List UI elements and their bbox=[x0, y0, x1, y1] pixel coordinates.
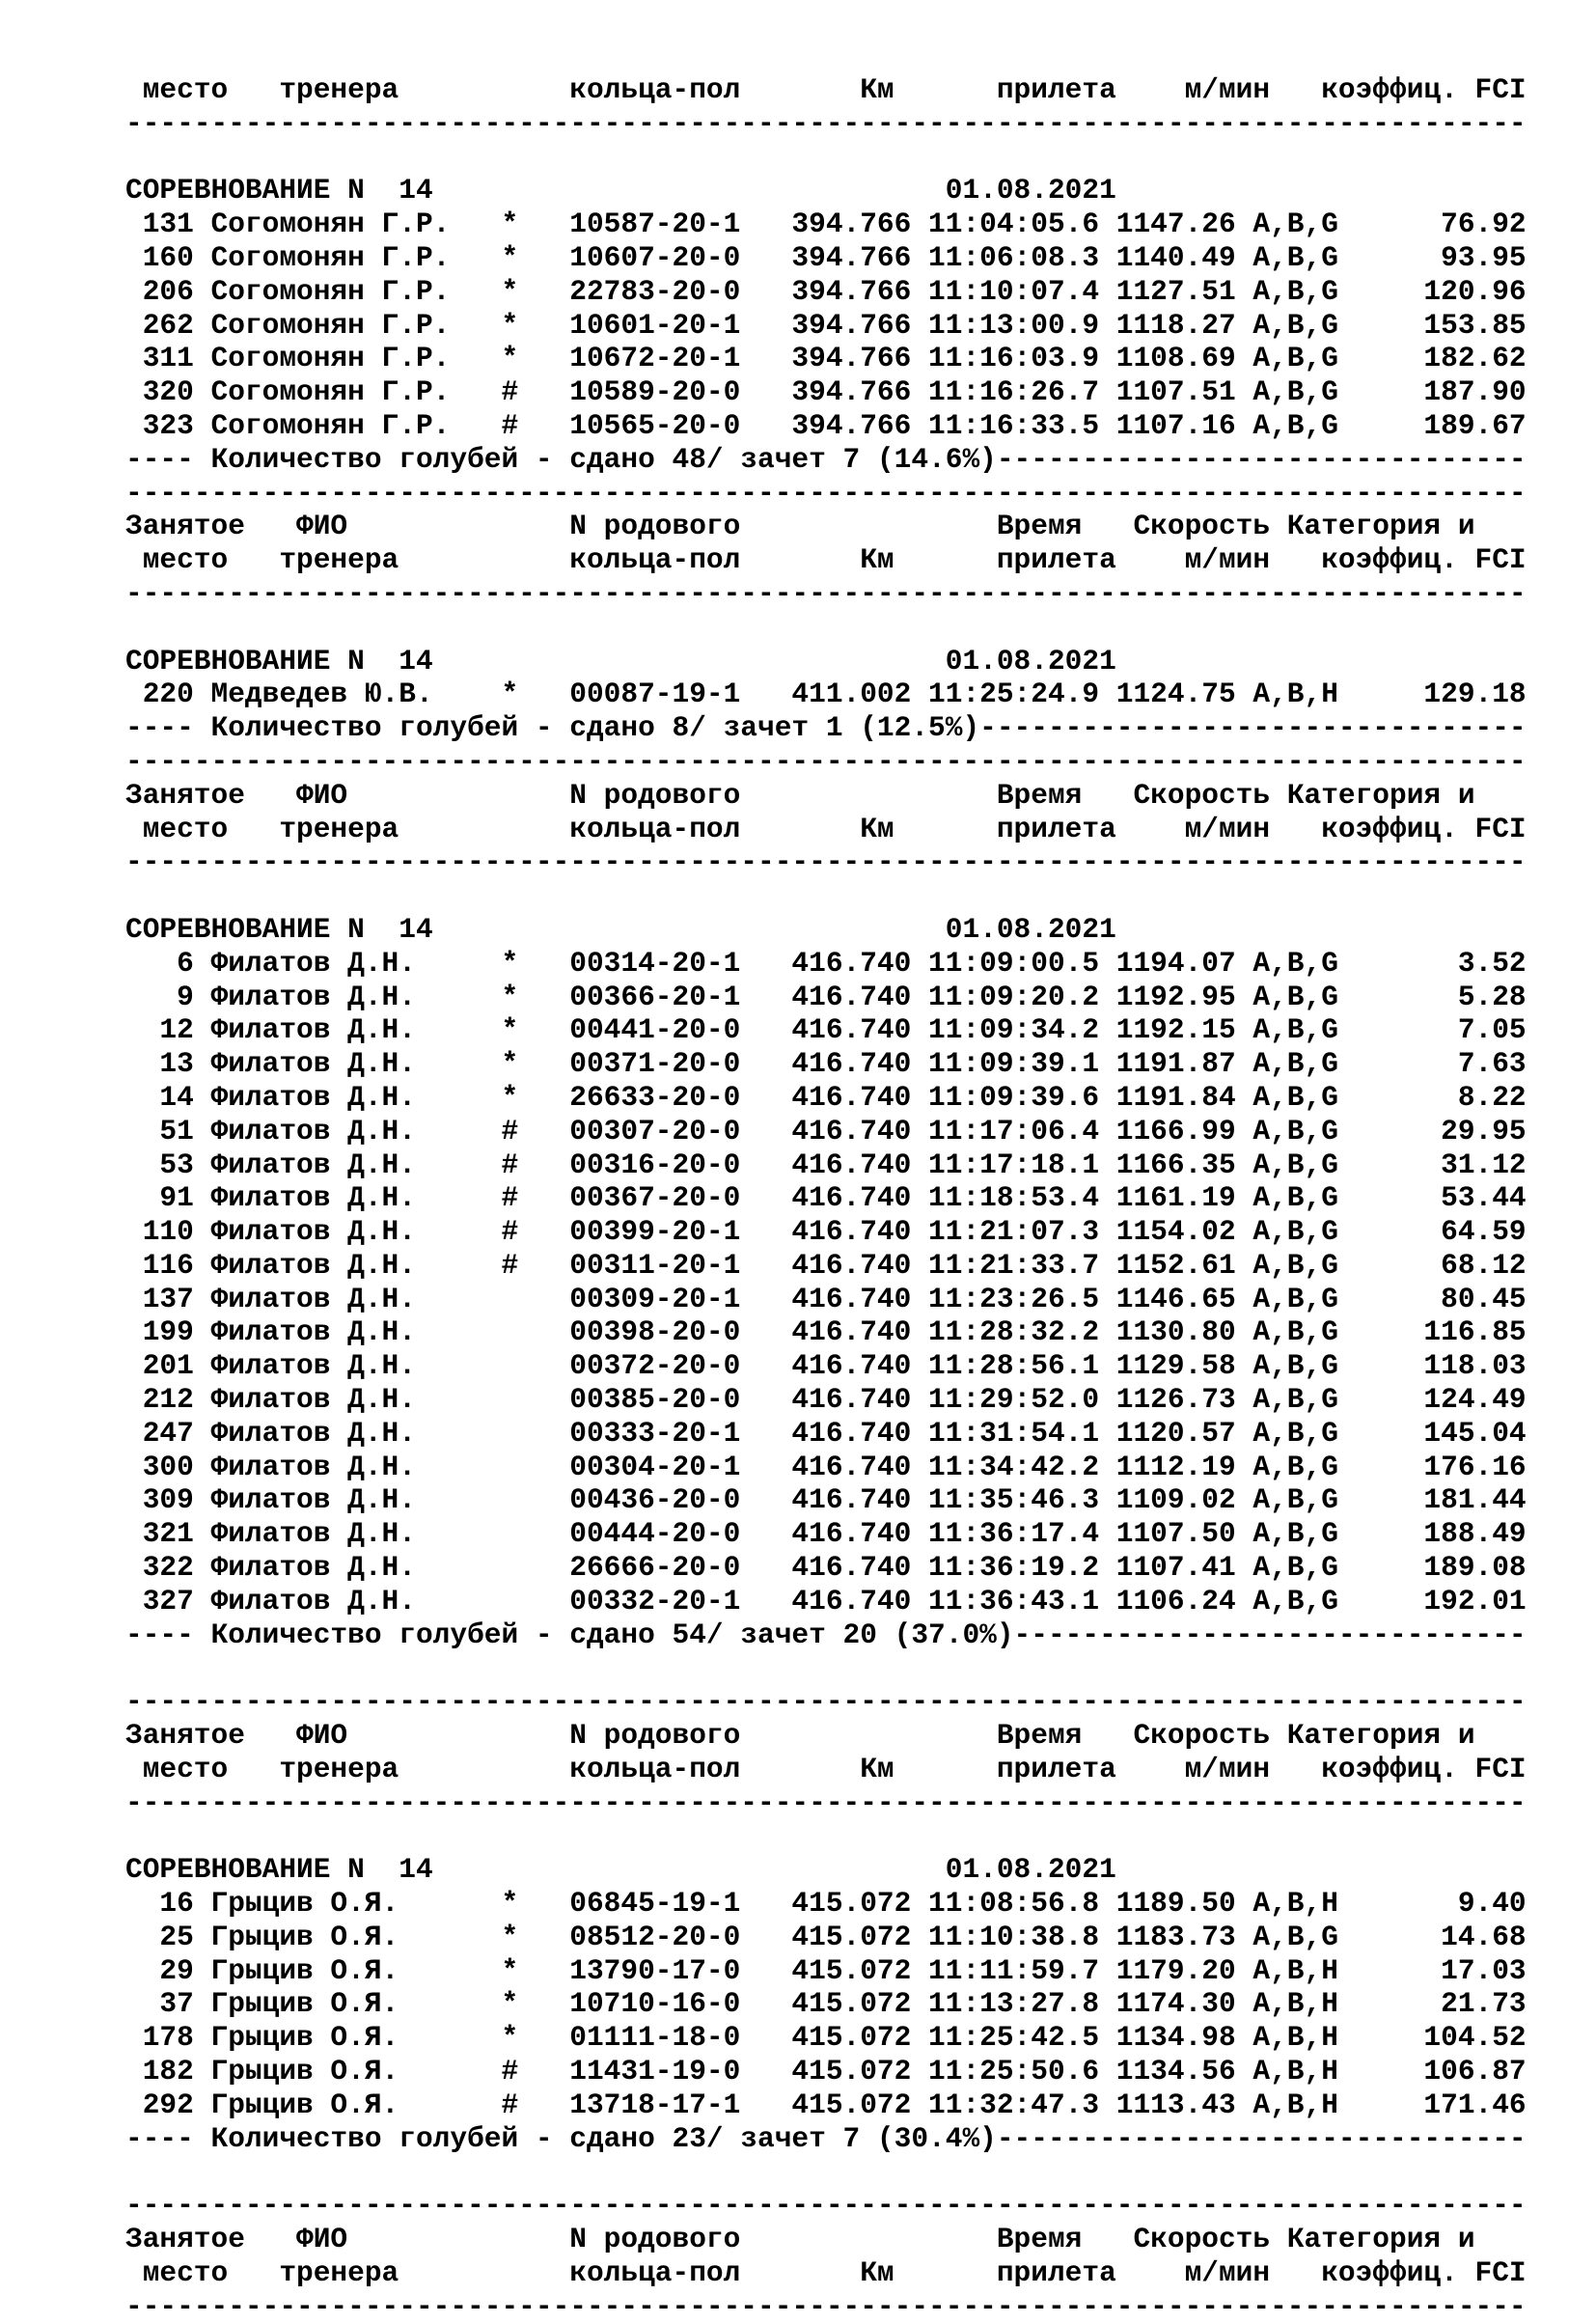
result-row: 309 Филатов Д.Н. 00436-20-0 416.740 11:35:46.3 1109.02 A,B,G 181.44 bbox=[125, 1483, 1527, 1517]
competition-header: СОРЕВНОВАНИЕ N 14 01.08.2021 bbox=[125, 912, 1116, 946]
result-row: 160 Согомонян Г.Р. * 10607-20-0 394.766 11:06:08.3 1140.49 A,B,G 93.95 bbox=[125, 240, 1527, 274]
result-row: 321 Филатов Д.Н. 00444-20-0 416.740 11:36:17.4 1107.50 A,B,G 188.49 bbox=[125, 1517, 1527, 1551]
result-row: 322 Филатов Д.Н. 26666-20-0 416.740 11:36:19.2 1107.41 A,B,G 189.08 bbox=[125, 1551, 1527, 1585]
result-row: 9 Филатов Д.Н. * 00366-20-1 416.740 11:09:20.2 1192.95 A,B,G 5.28 bbox=[125, 980, 1527, 1013]
result-row: 323 Согомонян Г.Р. # 10565-20-0 394.766 11:16:33.5 1107.16 A,B,G 189.67 bbox=[125, 408, 1527, 442]
summary-line: ---- Количество голубей - сдано 23/ зачет 7 (30.4%)------------------------------- bbox=[125, 2121, 1527, 2155]
blank-line bbox=[125, 879, 1527, 913]
competition-header: СОРЕВНОВАНИЕ N 14 01.08.2021 bbox=[125, 644, 1116, 678]
result-row: 206 Согомонян Г.Р. * 22783-20-0 394.766 11:10:07.4 1127.51 A,B,G 120.96 bbox=[125, 274, 1527, 308]
result-row: 201 Филатов Д.Н. 00372-20-0 416.740 11:28:56.1 1129.58 A,B,G 118.03 bbox=[125, 1349, 1527, 1383]
blank-line bbox=[125, 611, 1527, 645]
separator-line: ---------------------------------------------------------------------------------- bbox=[125, 845, 1527, 879]
result-row: 37 Грыцив О.Я. * 10710-16-0 415.072 11:13:27.8 1174.30 A,B,H 21.73 bbox=[125, 1987, 1527, 2021]
result-row: 29 Грыцив О.Я. * 13790-17-0 415.072 11:11:59.7 1179.20 A,B,H 17.03 bbox=[125, 1953, 1527, 1987]
result-row: 12 Филатов Д.Н. * 00441-20-0 416.740 11:09:34.2 1192.15 A,B,G 7.05 bbox=[125, 1013, 1527, 1047]
column-header-line: Занятое ФИО N родового Время Скорость Категория и bbox=[125, 778, 1475, 812]
result-row: 300 Филатов Д.Н. 00304-20-1 416.740 11:34:42.2 1112.19 A,B,G 176.16 bbox=[125, 1450, 1527, 1483]
blank-line bbox=[125, 141, 1527, 175]
separator-line: ---------------------------------------------------------------------------------- bbox=[125, 476, 1527, 510]
separator-line: ---------------------------------------------------------------------------------- bbox=[125, 2289, 1527, 2323]
blank-line bbox=[125, 2155, 1527, 2189]
result-row: 14 Филатов Д.Н. * 26633-20-0 416.740 11:09:39.6 1191.84 A,B,G 8.22 bbox=[125, 1080, 1527, 1114]
result-row: 116 Филатов Д.Н. # 00311-20-1 416.740 11:21:33.7 1152.61 A,B,G 68.12 bbox=[125, 1248, 1527, 1282]
result-row: 178 Грыцив О.Я. * 01111-18-0 415.072 11:25:42.5 1134.98 A,B,H 104.52 bbox=[125, 2021, 1527, 2055]
blank-line bbox=[125, 1819, 1527, 1853]
separator-line: ---------------------------------------------------------------------------------- bbox=[125, 1785, 1527, 1819]
result-row: 212 Филатов Д.Н. 00385-20-0 416.740 11:29:52.0 1126.73 A,B,G 124.49 bbox=[125, 1383, 1527, 1417]
summary-line: ---- Количество голубей - сдано 54/ зачет 20 (37.0%)------------------------------ bbox=[125, 1618, 1527, 1651]
result-row: 91 Филатов Д.Н. # 00367-20-0 416.740 11:18:53.4 1161.19 A,B,G 53.44 bbox=[125, 1181, 1527, 1215]
result-row: 320 Согомонян Г.Р. # 10589-20-0 394.766 11:16:26.7 1107.51 A,B,G 187.90 bbox=[125, 375, 1527, 409]
result-row: 137 Филатов Д.Н. 00309-20-1 416.740 11:23:26.5 1146.65 A,B,G 80.45 bbox=[125, 1282, 1527, 1315]
competition-header: СОРЕВНОВАНИЕ N 14 01.08.2021 bbox=[125, 1853, 1116, 1887]
result-row: 6 Филатов Д.Н. * 00314-20-1 416.740 11:09:00.5 1194.07 A,B,G 3.52 bbox=[125, 946, 1527, 980]
separator-line: ---------------------------------------------------------------------------------- bbox=[125, 1685, 1527, 1719]
blank-line bbox=[125, 1651, 1527, 1685]
column-header-line: место тренера кольца-пол Км прилета м/мин коэффиц. FCI bbox=[125, 812, 1527, 845]
result-row: 131 Согомонян Г.Р. * 10587-20-1 394.766 11:04:05.6 1147.26 A,B,G 76.92 bbox=[125, 207, 1527, 241]
results-printout bbox=[125, 73, 1527, 2323]
column-header-line: Занятое ФИО N родового Время Скорость Категория и bbox=[125, 2223, 1475, 2255]
result-row: 327 Филатов Д.Н. 00332-20-1 416.740 11:36:43.1 1106.24 A,B,G 192.01 bbox=[125, 1584, 1527, 1618]
column-header-line: место тренера кольца-пол Км прилета м/мин коэффиц. FCI bbox=[125, 1752, 1527, 1785]
result-row: 292 Грыцив О.Я. # 13718-17-1 415.072 11:32:47.3 1113.43 A,B,H 171.46 bbox=[125, 2088, 1527, 2121]
result-row: 199 Филатов Д.Н. 00398-20-0 416.740 11:28:32.2 1130.80 A,B,G 116.85 bbox=[125, 1315, 1527, 1349]
column-header-line: место тренера кольца-пол Км прилета м/мин коэффиц. FCI bbox=[125, 73, 1527, 106]
summary-line: ---- Количество голубей - сдано 8/ зачет 1 (12.5%)-------------------------------- bbox=[125, 711, 1527, 745]
result-row: 182 Грыцив О.Я. # 11431-19-0 415.072 11:25:50.6 1134.56 A,B,H 106.87 bbox=[125, 2055, 1527, 2088]
result-row: 247 Филатов Д.Н. 00333-20-1 416.740 11:31:54.1 1120.57 A,B,G 145.04 bbox=[125, 1416, 1527, 1450]
result-row: 311 Согомонян Г.Р. * 10672-20-1 394.766 11:16:03.9 1108.69 A,B,G 182.62 bbox=[125, 342, 1527, 375]
result-row: 16 Грыцив О.Я. * 06845-19-1 415.072 11:08:56.8 1189.50 A,B,H 9.40 bbox=[125, 1887, 1527, 1921]
separator-line: ---------------------------------------------------------------------------------- bbox=[125, 576, 1527, 610]
separator-line: ---------------------------------------------------------------------------------- bbox=[125, 744, 1527, 778]
separator-line: ---------------------------------------------------------------------------------- bbox=[125, 2189, 1527, 2223]
separator-line: ---------------------------------------------------------------------------------- bbox=[125, 106, 1527, 140]
competition-header: СОРЕВНОВАНИЕ N 14 01.08.2021 bbox=[125, 174, 1116, 207]
column-header-line: место тренера кольца-пол Км прилета м/мин коэффиц. FCI bbox=[125, 2255, 1527, 2289]
column-header-line: Занятое ФИО N родового Время Скорость Категория и bbox=[125, 1719, 1475, 1753]
column-header-line: место тренера кольца-пол Км прилета м/мин коэффиц. FCI bbox=[125, 543, 1527, 577]
result-row: 220 Медведев Ю.В. * 00087-19-1 411.002 11:25:24.9 1124.75 A,B,H 129.18 bbox=[125, 678, 1527, 711]
result-row: 110 Филатов Д.Н. # 00399-20-1 416.740 11:21:07.3 1154.02 A,B,G 64.59 bbox=[125, 1215, 1527, 1249]
result-row: 25 Грыцив О.Я. * 08512-20-0 415.072 11:10:38.8 1183.73 A,B,G 14.68 bbox=[125, 1920, 1527, 1953]
result-row: 13 Филатов Д.Н. * 00371-20-0 416.740 11:09:39.1 1191.87 A,B,G 7.63 bbox=[125, 1047, 1527, 1081]
result-row: 51 Филатов Д.Н. # 00307-20-0 416.740 11:17:06.4 1166.99 A,B,G 29.95 bbox=[125, 1114, 1527, 1148]
summary-line: ---- Количество голубей - сдано 48/ зачет 7 (14.6%)------------------------------- bbox=[125, 442, 1527, 476]
result-row: 53 Филатов Д.Н. # 00316-20-0 416.740 11:17:18.1 1166.35 A,B,G 31.12 bbox=[125, 1148, 1527, 1181]
column-header-line: Занятое ФИО N родового Время Скорость Категория и bbox=[125, 510, 1475, 543]
result-row: 262 Согомонян Г.Р. * 10601-20-1 394.766 11:13:00.9 1118.27 A,B,G 153.85 bbox=[125, 308, 1527, 342]
